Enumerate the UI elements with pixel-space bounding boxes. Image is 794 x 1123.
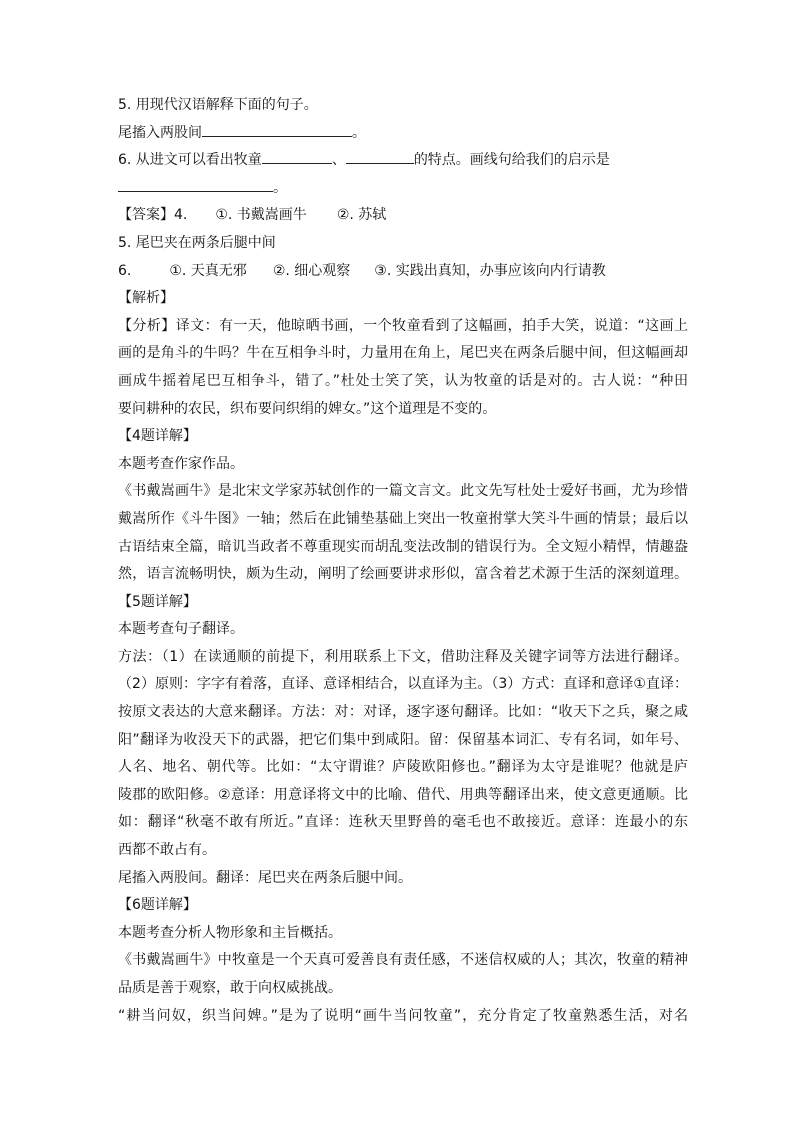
- d5-line: 本题考查句子翻译。: [118, 621, 244, 638]
- answer-tag: 【答案】: [118, 207, 174, 224]
- d5-line: 尾搐入两股间。翻译：尾巴夹在两条后腿中间。: [118, 869, 412, 886]
- q6-blank-2[interactable]: [346, 149, 414, 164]
- document-page: [118, 92, 688, 1030]
- d5-line: （2）原则：字字有着落，直译、意译相结合，以直译为主。（3）方式：直译和意译①直译：: [118, 676, 688, 693]
- d4-line: 本题考查作家作品。: [118, 455, 244, 472]
- answer-line-6: 6. ①. 天真无邪 ②. 细心观察 ③. 实践出真知，办事应该向内行请教: [118, 262, 606, 279]
- d5-line: 陵郡的欧阳修。②意译：用意译将文中的比喻、借代、用典等翻译出来，使文意更通顺。比: [118, 786, 688, 803]
- fenxi-line: 要问耕种的农民，织布要问织绢的婢女。”这个道理是不变的。: [118, 400, 497, 417]
- q6-prompt-line: 6. 从进文可以看出牧童 、 的特点。画线句给我们的启示是: [118, 147, 688, 175]
- d4-line: 古语结束全篇，暗讥当政者不尊重现实而胡乱变法改制的错误行为。全文短小精悍，情趣盎: [118, 538, 688, 555]
- q5-answer-blank[interactable]: [202, 122, 352, 137]
- q5-prompt: 5. 用现代汉语解释下面的句子。: [118, 97, 318, 113]
- d4-tag: 【4题详解】: [118, 428, 197, 445]
- analysis-tag: 【解析】: [118, 290, 174, 307]
- q6-blank-1[interactable]: [262, 149, 332, 164]
- q6-blank-line: 。: [118, 175, 688, 203]
- d5-line: 西都不敢占有。: [118, 842, 216, 859]
- d6-line: 本题考查分析人物形象和主旨概括。: [118, 924, 342, 941]
- fenxi-line: 画成牛摇着尾巴互相争斗，错了。”杜处士笑了笑，认为牧童的话是对的。古人说：“种田: [118, 372, 688, 389]
- d5-tag: 【5题详解】: [118, 593, 197, 610]
- d4-line: 《书戴嵩画牛》是北宋文学家苏轼创作的一篇文言文。此文先写杜处士爱好书画，尤为珍惜: [118, 483, 688, 500]
- d6-line: 品质是善于观察，敢于向权威挑战。: [118, 980, 342, 996]
- d5-line: 阳”翻译为收没天下的武器，把它们集中到咸阳。留：保留基本词汇、专有名词，如年号、: [118, 731, 688, 748]
- d5-line: 人名、地名、朝代等。比如：“太守谓谁？庐陵欧阳修也。”翻译为太守是谁呢？他就是庐: [118, 759, 688, 776]
- d5-line: 方法：（1）在读通顺的前提下，利用联系上下文，借助注释及关键字词等方法进行翻译。: [118, 648, 688, 665]
- d6-line: 《书戴嵩画牛》中牧童是一个天真可爱善良有责任感，不迷信权威的人；其次，牧童的精神: [118, 952, 688, 969]
- answer-line-5: 5. 尾巴夹在两条后腿中间: [118, 234, 276, 251]
- q5-sentence-line: 尾搐入两股间 。: [118, 120, 688, 148]
- d6-tag: 【6题详解】: [118, 897, 197, 914]
- d4-line: 然，语言流畅明快，颇为生动，阐明了绘画要讲求形似，富含着艺术源于生活的深刻道理。: [118, 566, 688, 583]
- q6-blank-3[interactable]: [118, 177, 273, 192]
- d5-line: 如：翻译“秋毫不敢有所近。”直译：连秋天里野兽的毫毛也不敢接近。意译：连最小的东: [118, 814, 688, 831]
- fenxi-line: 画的是角斗的牛吗？牛在互相争斗时，力量用在角上，尾巴夹在两条后腿中间，但这幅画却: [118, 345, 688, 362]
- d6-line: “耕当问奴，织当问婢。”是为了说明“画牛当问牧童”，充分肯定了牧童熟悉生活，对名: [118, 1007, 688, 1024]
- d4-line: 戴嵩所作《斗牛图》一轴；然后在此铺垫基础上突出一牧童拊掌大笑斗牛画的情景；最后以: [118, 510, 688, 527]
- d5-line: 按原文表达的大意来翻译。方法：对：对译，逐字逐句翻译。比如：“收天下之兵，聚之咸: [118, 704, 688, 721]
- fenxi-line: 【分析】译文：有一天，他晾晒书画，一个牧童看到了这幅画，拍手大笑，说道：“这画上: [118, 317, 688, 334]
- answer-line-4: 【答案】4. ①. 书戴嵩画牛 ②. 苏轼: [118, 207, 387, 224]
- q5-sentence: 尾搐入两股间: [118, 124, 202, 141]
